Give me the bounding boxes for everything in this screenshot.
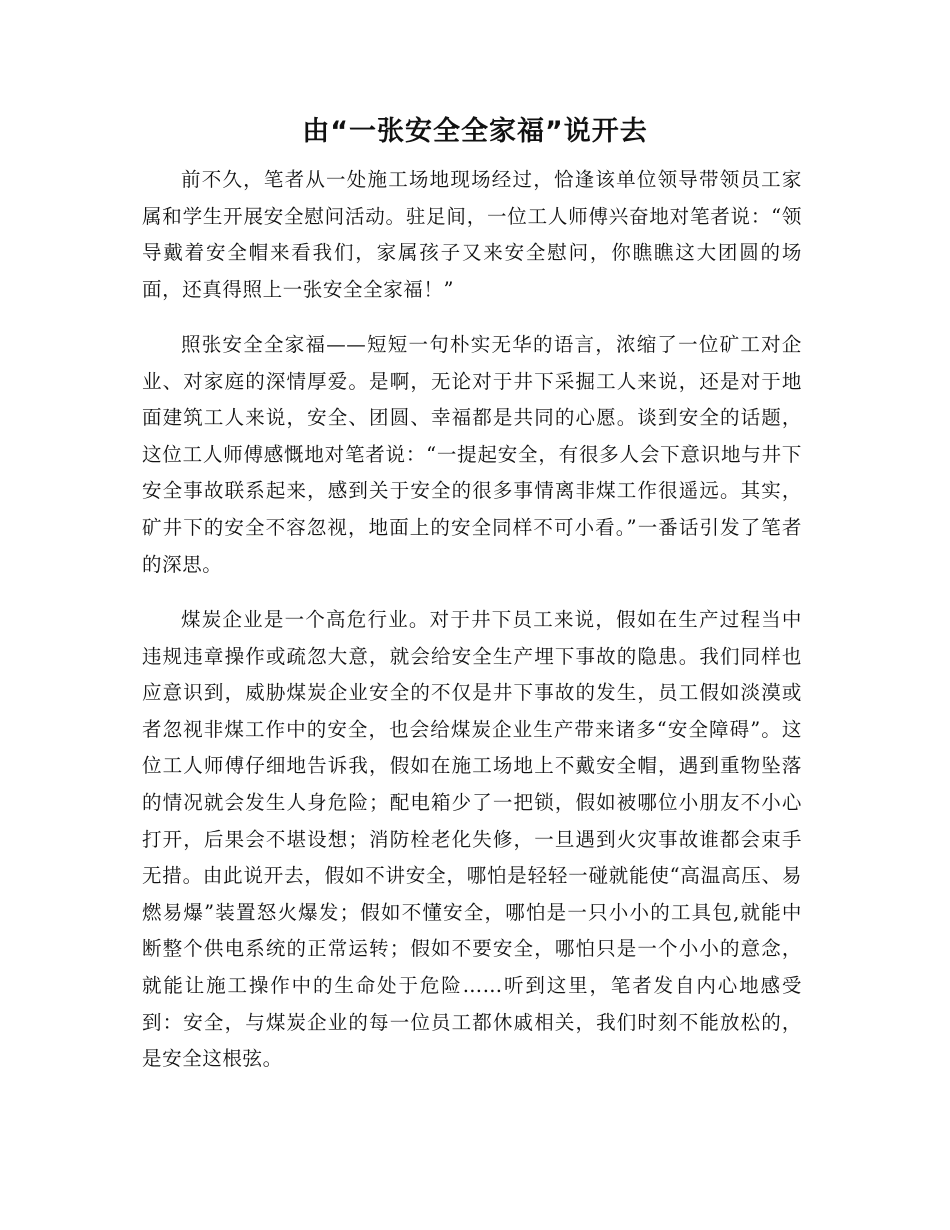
document-title: 由“一张安全全家福”说开去	[302, 116, 648, 147]
body-paragraph-3: 煤炭企业是一个高危行业。对于井下员工来说，假如在生产过程当中违规违章操作或疏忽大意，就会给安全生产埋下事故的隐患。我们同样也应意识到，威胁煤炭企业安全的不仅是井下事故的发生，员工假如淡漠或者忽视非煤工作中的安全，也会给煤炭企业生产带来诸多“安全障碍”。这位工人师傅仔细地告诉我，假如在施工场地上不戴安全帽，遇到重物坠落的情况就会发生人身危险；配电箱少了一把锁，假如被哪位小朋友不小心打开，后果会不堪设想；消防栓老化失修，一旦遇到火灾事故谁都会束手无措。由此说开去，假如不讲安全，哪怕是轻轻一碰就能使“高温高压、易燃易爆”装置怒火爆发；假如不懂安全，哪怕是一只小小的工具包,就能中断整个供电系统的正常运转；假如不要安全，哪怕只是一个小小的意念，就能让施工操作中的生命处于危险……听到这里，笔者发自内心地感受到：安全，与煤炭企业的每一位员工都休戚相关，我们时刻不能放松的，是安全这根弦。	[142, 608, 802, 1071]
body-paragraph-2: 照张安全全家福——短短一句朴实无华的语言，浓缩了一位矿工对企业、对家庭的深情厚爱。是啊，无论对于井下采掘工人来说，还是对于地面建筑工人来说，安全、团圆、幸福都是共同的心愿。谈到安全的话题，这位工人师傅感慨地对笔者说：“一提起安全，有很多人会下意识地与井下安全事故联系起来，感到关于安全的很多事情离非煤工作很遥远。其实，矿井下的安全不容忽视，地面上的安全同样不可小看。”一番话引发了笔者的深思。	[142, 333, 802, 576]
body-paragraph-1: 前不久，笔者从一处施工场地现场经过，恰逢该单位领导带领员工家属和学生开展安全慰问活动。驻足间，一位工人师傅兴奋地对笔者说：“领导戴着安全帽来看我们，家属孩子又来安全慰问，你瞧瞧这大团圆的场面，还真得照上一张安全全家福！”	[142, 168, 802, 301]
